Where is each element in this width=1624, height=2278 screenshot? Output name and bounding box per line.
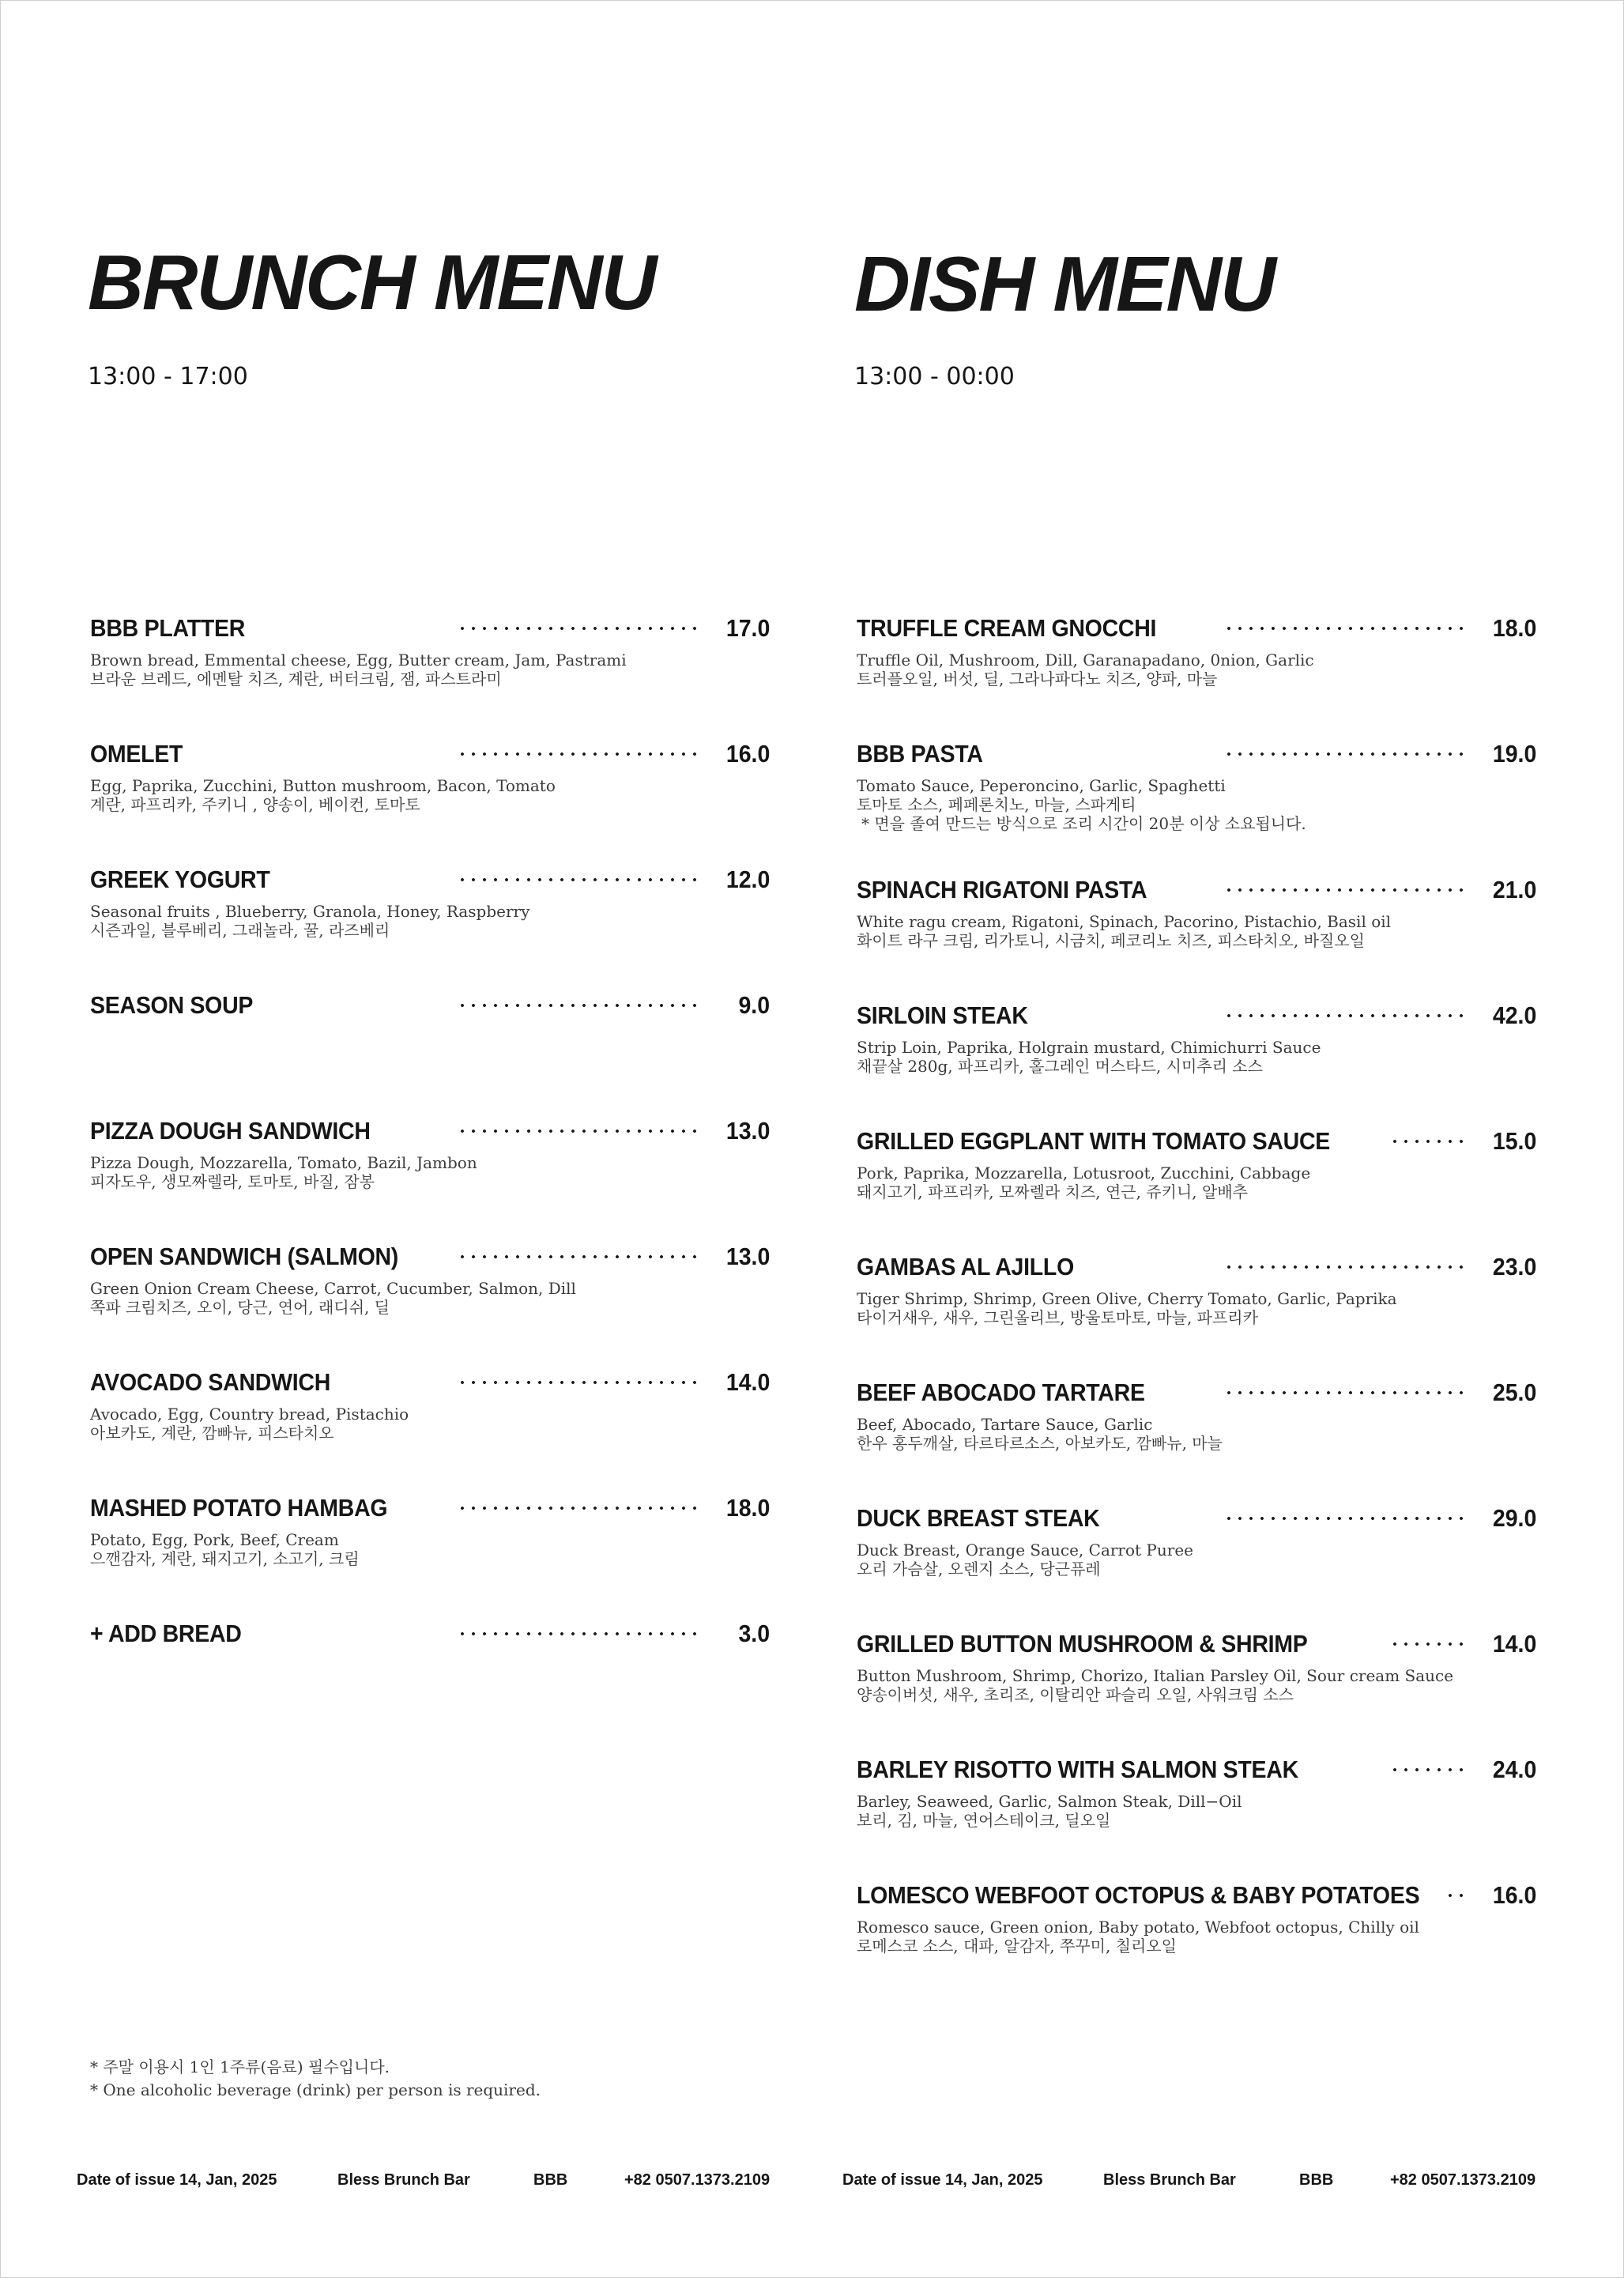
- item-description: White ragu cream, Rigatoni, Spinach, Pacorino, Pistachio, Basil oil: [857, 912, 1392, 931]
- dot-leader: [1223, 751, 1467, 757]
- phone-number: +82 0507.1373.2109: [1390, 2171, 1536, 2189]
- item-description-korean: 채끝살 280g, 파프리카, 홀그레인 머스타드, 시미추리 소스: [857, 1057, 1263, 1076]
- item-price: 14.0: [1492, 1630, 1536, 1658]
- dot-leader: [457, 625, 700, 632]
- item-name: PIZZA DOUGH SANDWICH: [90, 1117, 371, 1145]
- item-price: 12.0: [725, 866, 770, 893]
- dot-leader: [1392, 1641, 1467, 1647]
- brunch-column: [77, 1, 771, 2277]
- item-price: 29.0: [1492, 1504, 1536, 1532]
- item-name: AVOCADO SANDWICH: [90, 1368, 331, 1396]
- menu-item: [857, 1126, 1536, 1251]
- dot-leader: [1392, 1138, 1467, 1145]
- item-name: BBB PASTA: [857, 740, 983, 768]
- item-description: Pizza Dough, Mozzarella, Tomato, Bazil, Jambon: [90, 1153, 477, 1172]
- dot-leader: [1223, 1013, 1467, 1019]
- phone-number: +82 0507.1373.2109: [624, 2171, 771, 2189]
- item-description-korean: 돼지고기, 파프리카, 모짜렐라 치즈, 연근, 쥬키니, 알배추: [857, 1182, 1248, 1201]
- footer-left: [77, 2170, 770, 2190]
- dot-leader: [1223, 1264, 1467, 1270]
- footer-right: [842, 2170, 1535, 2190]
- menu-item: [90, 1115, 770, 1241]
- item-price: 3.0: [738, 1620, 770, 1647]
- item-name: SPINACH RIGATONI PASTA: [857, 876, 1147, 903]
- item-description: Pork, Paprika, Mozzarella, Lotusroot, Zucchini, Cabbage: [857, 1164, 1311, 1182]
- item-description: Seasonal fruits , Blueberry, Granola, Honey, Raspberry: [90, 902, 530, 921]
- menu-item: [90, 864, 770, 990]
- item-price: 9.0: [738, 991, 770, 1019]
- item-description-korean: 토마토 소스, 페페론치노, 마늘, 스파게티: [857, 795, 1136, 814]
- menu-item: [857, 1628, 1536, 1754]
- menu-item: [857, 738, 1536, 874]
- dot-leader: [1223, 887, 1467, 893]
- item-description-korean: 로메스코 소스, 대파, 알감자, 쭈꾸미, 칠리오일: [857, 1937, 1177, 1956]
- dot-leader: [457, 1002, 700, 1009]
- issue-date: Date of issue 14, Jan, 2025: [77, 2171, 277, 2189]
- item-description: Tomato Sauce, Peperoncino, Garlic, Spaghetti: [857, 776, 1226, 795]
- item-price: 17.0: [725, 614, 770, 642]
- footnote-korean: * 주말 이용시 1인 1주류(음료) 필수입니다.: [90, 2057, 390, 2076]
- menu-item: [90, 1241, 770, 1367]
- item-name: SIRLOIN STEAK: [857, 1001, 1028, 1029]
- item-description-korean: 피자도우, 생모짜렐라, 토마토, 바질, 잠봉: [90, 1172, 375, 1191]
- venue-abbr: BBB: [1299, 2171, 1334, 2189]
- item-price: 13.0: [725, 1243, 770, 1270]
- item-name: TRUFFLE CREAM GNOCCHI: [857, 614, 1157, 642]
- item-price: 16.0: [1492, 1881, 1536, 1909]
- item-description: Avocado, Egg, Country bread, Pistachio: [90, 1405, 409, 1424]
- item-name: GAMBAS AL AJILLO: [857, 1253, 1074, 1280]
- dot-leader: [457, 1505, 700, 1511]
- item-price: 23.0: [1492, 1253, 1536, 1280]
- dish-title: DISH MENU: [854, 240, 1275, 327]
- dish-hours: 13:00 - 00:00: [854, 363, 1015, 390]
- item-description-korean: 시즌과일, 블루베리, 그래놀라, 꿀, 라즈베리: [90, 921, 390, 940]
- item-name: OMELET: [90, 740, 183, 768]
- item-price: 24.0: [1492, 1756, 1536, 1783]
- menu-item: [857, 1251, 1536, 1377]
- item-name: + ADD BREAD: [90, 1620, 242, 1647]
- footnote-english: * One alcoholic beverage (drink) per person is required.: [90, 2080, 541, 2099]
- item-price: 21.0: [1492, 876, 1536, 903]
- item-description-korean: 아보카도, 계란, 깜빠뉴, 피스타치오: [90, 1424, 334, 1443]
- item-description: Potato, Egg, Pork, Beef, Cream: [90, 1530, 339, 1549]
- item-description: Truffle Oil, Mushroom, Dill, Garanapadano, 0nion, Garlic: [857, 651, 1314, 669]
- menu-item: [90, 738, 770, 864]
- footnote: [90, 2056, 541, 2102]
- item-name: GRILLED BUTTON MUSHROOM & SHRIMP: [857, 1630, 1308, 1658]
- item-price: 19.0: [1492, 740, 1536, 768]
- item-description-korean: 쪽파 크림치즈, 오이, 당근, 연어, 래디쉬, 딜: [90, 1298, 390, 1317]
- dot-leader: [1223, 625, 1467, 632]
- item-description-korean: 브라운 브레드, 에멘탈 치즈, 계란, 버터크림, 잼, 파스트라미: [90, 669, 502, 688]
- dot-leader: [457, 1631, 700, 1637]
- issue-date: Date of issue 14, Jan, 2025: [842, 2171, 1043, 2189]
- item-name: GRILLED EGGPLANT WITH TOMATO SAUCE: [857, 1127, 1331, 1155]
- dot-leader: [457, 751, 700, 757]
- item-description-korean: 오리 가슴살, 오렌지 소스, 당근퓨레: [857, 1560, 1101, 1578]
- item-price: 18.0: [1492, 614, 1536, 642]
- item-description: Brown bread, Emmental cheese, Egg, Butter cream, Jam, Pastrami: [90, 651, 627, 669]
- item-description-korean: 한우 홍두깨살, 타르타르소스, 아보카도, 깜빠뉴, 마늘: [857, 1434, 1223, 1453]
- item-name: OPEN SANDWICH (SALMON): [90, 1243, 399, 1270]
- dot-leader: [457, 877, 700, 883]
- item-price: 18.0: [725, 1494, 770, 1522]
- brunch-title: BRUNCH MENU: [88, 239, 656, 326]
- item-description-korean: 화이트 라구 크림, 리가토니, 시금치, 페코리노 치즈, 피스타치오, 바질오일: [857, 931, 1365, 950]
- dot-leader: [457, 1379, 700, 1386]
- item-description-korean: 양송이버섯, 새우, 초리조, 이탈리안 파슬리 오일, 사워크림 소스: [857, 1685, 1294, 1704]
- item-description: Button Mushroom, Shrimp, Chorizo, Italian Parsley Oil, Sour cream Sauce: [857, 1666, 1454, 1685]
- menu-item: [90, 1618, 770, 1744]
- item-note: * 면을 졸여 만드는 방식으로 조리 시간이 20분 이상 소요됩니다.: [861, 814, 1306, 833]
- item-name: BEEF ABOCADO TARTARE: [857, 1378, 1145, 1406]
- venue-name: Bless Brunch Bar: [1103, 2171, 1236, 2189]
- item-price: 15.0: [1492, 1127, 1536, 1155]
- item-price: 25.0: [1492, 1378, 1536, 1406]
- item-description-korean: 계란, 파프리카, 주키니 , 양송이, 베이컨, 토마토: [90, 795, 420, 814]
- menu-item: [857, 613, 1536, 738]
- menu-item: [90, 1492, 770, 1618]
- item-name: SEASON SOUP: [90, 991, 254, 1019]
- item-description-korean: 트러플오일, 버섯, 딜, 그라나파다노 치즈, 양파, 마늘: [857, 669, 1218, 688]
- brunch-items: [90, 613, 770, 1744]
- dot-leader: [1392, 1767, 1467, 1773]
- venue-abbr: BBB: [533, 2171, 568, 2189]
- dish-column: [842, 1, 1542, 2277]
- item-price: 16.0: [725, 740, 770, 768]
- dot-leader: [457, 1254, 700, 1260]
- item-description: Green Onion Cream Cheese, Carrot, Cucumber, Salmon, Dill: [90, 1279, 576, 1298]
- menu-item: [857, 1880, 1536, 2005]
- item-name: BBB PLATTER: [90, 614, 246, 642]
- item-description: Strip Loin, Paprika, Holgrain mustard, Chimichurri Sauce: [857, 1038, 1321, 1057]
- item-description: Barley, Seaweed, Garlic, Salmon Steak, Dill−Oil: [857, 1792, 1242, 1811]
- menu-item: [857, 1000, 1536, 1126]
- menu-item: [90, 1367, 770, 1492]
- item-name: LOMESCO WEBFOOT OCTOPUS & BABY POTATOES: [857, 1881, 1420, 1909]
- item-description: Tiger Shrimp, Shrimp, Green Olive, Cherry Tomato, Garlic, Paprika: [857, 1289, 1397, 1308]
- item-name: DUCK BREAST STEAK: [857, 1504, 1100, 1532]
- dish-items: [857, 613, 1536, 2005]
- brunch-hours: 13:00 - 17:00: [88, 363, 248, 390]
- menu-item: [857, 1377, 1536, 1503]
- item-name: MASHED POTATO HAMBAG: [90, 1494, 388, 1522]
- menu-item: [857, 1754, 1536, 1880]
- item-description: Egg, Paprika, Zucchini, Button mushroom, Bacon, Tomato: [90, 776, 556, 795]
- item-description: Duck Breast, Orange Sauce, Carrot Puree: [857, 1541, 1193, 1560]
- dot-leader: [457, 1128, 700, 1134]
- item-price: 13.0: [725, 1117, 770, 1145]
- menu-item: [90, 613, 770, 738]
- item-price: 14.0: [725, 1368, 770, 1396]
- menu-item: [857, 874, 1536, 1000]
- dot-leader: [1223, 1515, 1467, 1522]
- item-name: GREEK YOGURT: [90, 866, 270, 893]
- item-description-korean: 으깬감자, 계란, 돼지고기, 소고기, 크림: [90, 1549, 360, 1568]
- item-price: 42.0: [1492, 1001, 1536, 1029]
- menu-item: [857, 1503, 1536, 1628]
- venue-name: Bless Brunch Bar: [337, 2171, 470, 2189]
- item-description: Romesco sauce, Green onion, Baby potato, Webfoot octopus, Chilly oil: [857, 1918, 1419, 1937]
- menu-item: [90, 990, 770, 1115]
- dot-leader: [1447, 1892, 1467, 1899]
- item-description-korean: 타이거새우, 새우, 그린올리브, 방울토마토, 마늘, 파프리카: [857, 1308, 1258, 1327]
- dot-leader: [1223, 1390, 1467, 1396]
- item-name: BARLEY RISOTTO WITH SALMON STEAK: [857, 1756, 1298, 1783]
- item-description-korean: 보리, 김, 마늘, 연어스테이크, 딜오일: [857, 1811, 1111, 1830]
- item-description: Beef, Abocado, Tartare Sauce, Garlic: [857, 1415, 1153, 1434]
